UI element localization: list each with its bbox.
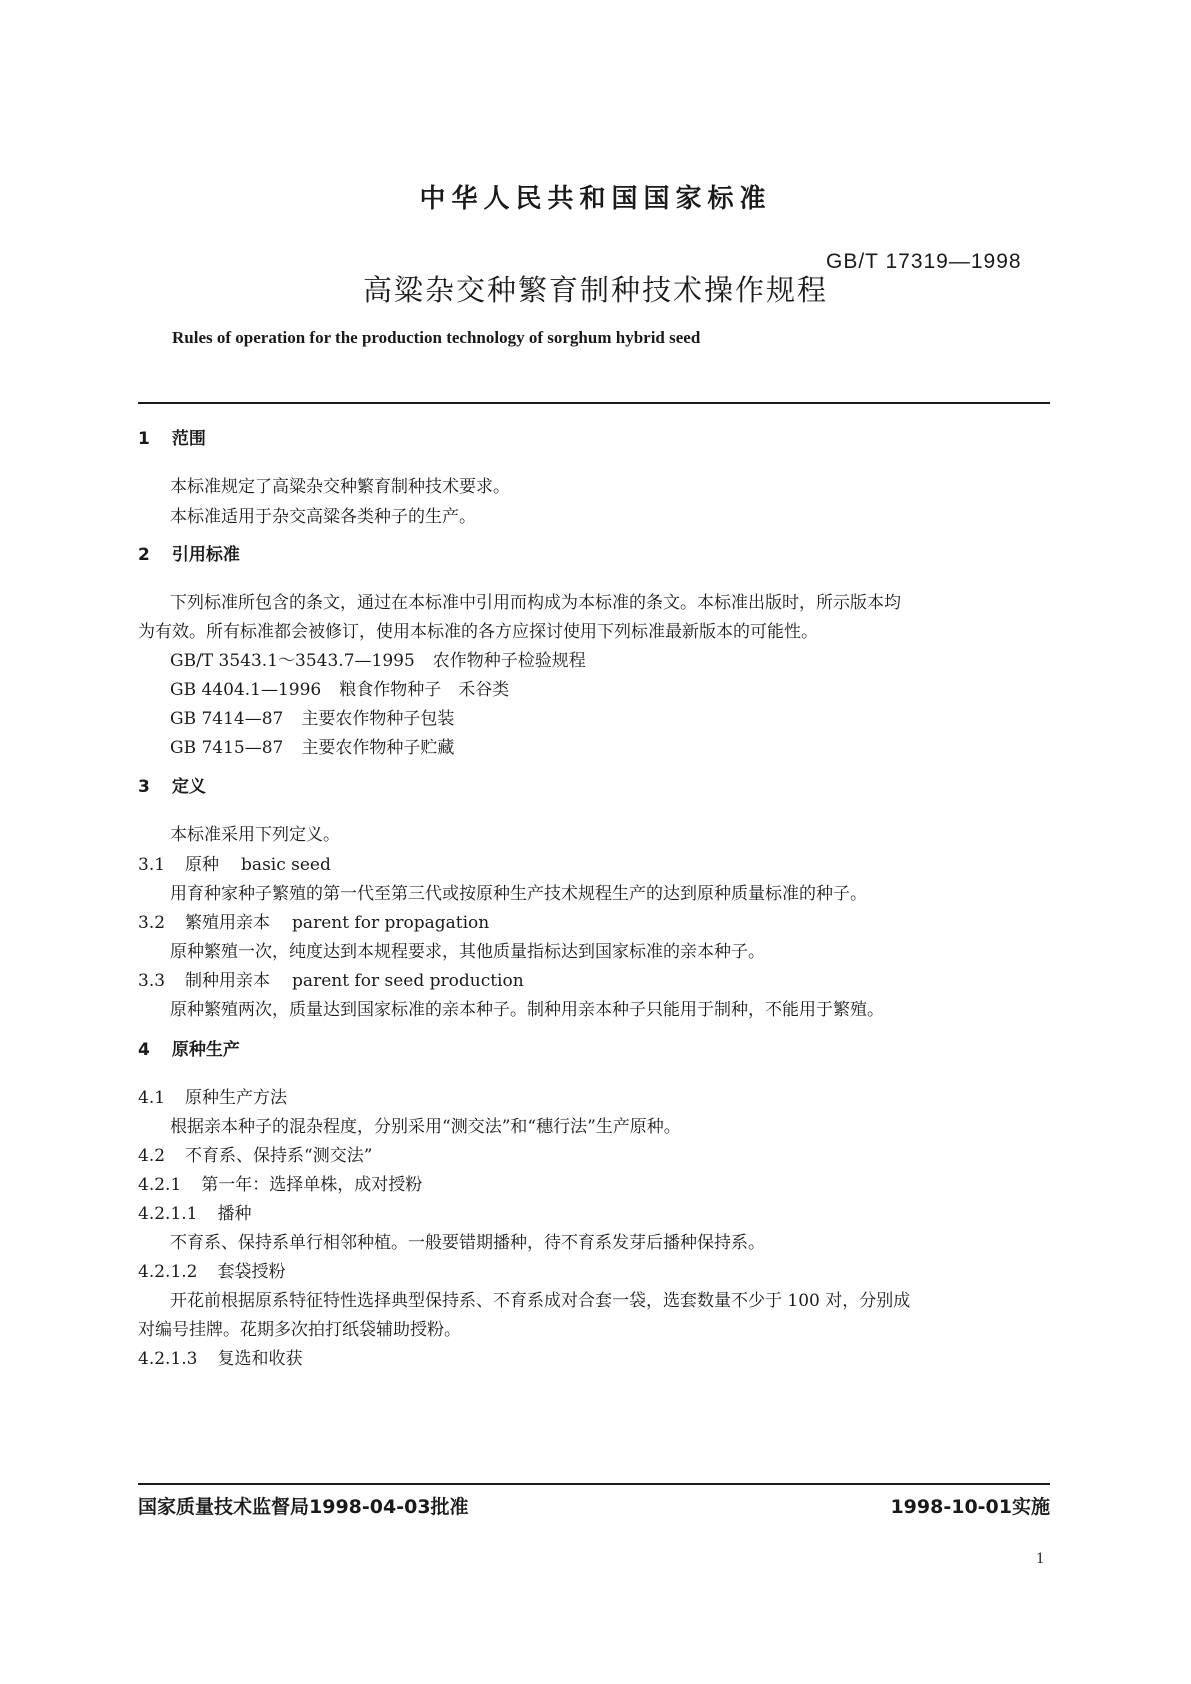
definition-text: 原种繁殖一次，纯度达到本规程要求，其他质量指标达到国家标准的亲本种子。 — [170, 942, 765, 962]
reference-code: GB 4404.1—1996 — [170, 680, 322, 700]
clause-number: 4.1 — [138, 1088, 166, 1108]
bottom-divider — [138, 1483, 1050, 1485]
section-title: 范围 — [171, 429, 206, 449]
definition-term-en: parent for propagation — [292, 913, 490, 933]
reference-name: 主要农作物种子贮藏 — [301, 738, 455, 758]
paragraph: 本标准采用下列定义。 — [170, 825, 340, 845]
definition-3-1-heading — [138, 850, 331, 875]
definition-3-3-heading — [138, 966, 524, 991]
clause-4-2-1-3-heading — [138, 1344, 302, 1369]
section-number: 3 — [138, 777, 150, 797]
definition-3-2-heading — [138, 908, 489, 933]
clause-title: 播种 — [217, 1204, 252, 1224]
clause-title: 第一年：选择单株，成对授粉 — [201, 1175, 423, 1195]
reference-name: 农作物种子检验规程 — [432, 651, 586, 671]
reference-item — [170, 646, 586, 671]
top-divider — [138, 402, 1050, 404]
paragraph: 根据亲本种子的混杂程度，分别采用“测交法”和“穗行法”生产原种。 — [170, 1117, 681, 1137]
clause-title: 不育系、保持系“测交法” — [185, 1146, 373, 1166]
section-title: 原种生产 — [171, 1040, 240, 1060]
section-2-heading — [138, 540, 240, 565]
section-number: 2 — [138, 545, 150, 565]
clause-title: 复选和收获 — [217, 1349, 303, 1369]
clause-4-2-heading — [138, 1141, 372, 1166]
reference-code: GB/T 3543.1～3543.7—1995 — [170, 651, 415, 671]
clause-number: 4.2.1 — [138, 1175, 182, 1195]
section-title: 引用标准 — [171, 545, 240, 565]
clause-title: 原种生产方法 — [185, 1088, 288, 1108]
reference-item — [170, 675, 509, 700]
paragraph-continuation: 为有效。所有标准都会被修订，使用本标准的各方应探讨使用下列标准最新版本的可能性。 — [138, 622, 818, 642]
clause-number: 4.2.1.1 — [138, 1204, 198, 1224]
definition-text: 原种繁殖两次，质量达到国家标准的亲本种子。制种用亲本种子只能用于制种，不能用于繁殖。 — [170, 1000, 884, 1020]
reference-item — [170, 704, 454, 729]
reference-item — [170, 733, 454, 758]
clause-number: 4.2.1.3 — [138, 1349, 198, 1369]
clause-title: 套袋授粉 — [217, 1262, 286, 1282]
standard-number: GB/T 17319—1998 — [826, 250, 1022, 273]
paragraph: 不育系、保持系单行相邻种植。一般要错期播种，待不育系发芽后播种保持系。 — [170, 1233, 765, 1253]
reference-code: GB 7414—87 — [170, 709, 284, 729]
clause-4-2-1-2-heading — [138, 1257, 285, 1282]
paragraph: 开花前根据原系特征特性选择典型保持系、不育系成对合套一袋，选套数量不少于 100 对，分别成 — [170, 1291, 911, 1311]
document-title-en: Rules of operation for the production technology of sorghum hybrid seed — [172, 328, 701, 347]
section-number: 4 — [138, 1040, 150, 1060]
document-title-cn: 高粱杂交种繁育制种技术操作规程 — [362, 273, 828, 307]
section-3-heading — [138, 772, 206, 797]
clause-number: 4.2.1.2 — [138, 1262, 198, 1282]
page-number: 1 — [1036, 1550, 1044, 1567]
paragraph-continuation: 对编号挂牌。花期多次拍打纸袋辅助授粉。 — [138, 1320, 461, 1340]
national-standard-heading: 中华人民共和国国家标准 — [419, 184, 772, 214]
clause-number: 3.2 — [138, 913, 166, 933]
reference-name: 粮食作物种子 禾谷类 — [339, 680, 510, 700]
clause-4-1-heading — [138, 1083, 287, 1108]
paragraph: 本标准适用于杂交高粱各类种子的生产。 — [170, 507, 476, 527]
paragraph: 下列标准所包含的条文，通过在本标准中引用而构成为本标准的条文。本标准出版时，所示版本均 — [170, 593, 901, 613]
clause-number: 3.1 — [138, 855, 166, 875]
clause-4-2-1-heading — [138, 1170, 422, 1195]
clause-number: 4.2 — [138, 1146, 166, 1166]
definition-term-en: basic seed — [241, 855, 331, 875]
clause-number: 3.3 — [138, 971, 166, 991]
definition-term: 原种 — [185, 855, 220, 875]
reference-code: GB 7415—87 — [170, 738, 284, 758]
definition-term-en: parent for seed production — [292, 971, 524, 991]
section-1-heading — [138, 424, 206, 449]
definition-term: 繁殖用亲本 — [185, 913, 271, 933]
approval-date: 国家质量技术监督局1998-04-03批准 — [138, 1496, 469, 1518]
section-number: 1 — [138, 429, 150, 449]
paragraph: 本标准规定了高粱杂交种繁育制种技术要求。 — [170, 477, 510, 497]
clause-4-2-1-1-heading — [138, 1199, 251, 1224]
section-title: 定义 — [171, 777, 206, 797]
definition-text: 用育种家种子繁殖的第一代至第三代或按原种生产技术规程生产的达到原种质量标准的种子。 — [170, 884, 867, 904]
definition-term: 制种用亲本 — [185, 971, 271, 991]
reference-name: 主要农作物种子包装 — [301, 709, 455, 729]
section-4-heading — [138, 1035, 240, 1060]
implementation-date: 1998-10-01实施 — [890, 1496, 1050, 1518]
